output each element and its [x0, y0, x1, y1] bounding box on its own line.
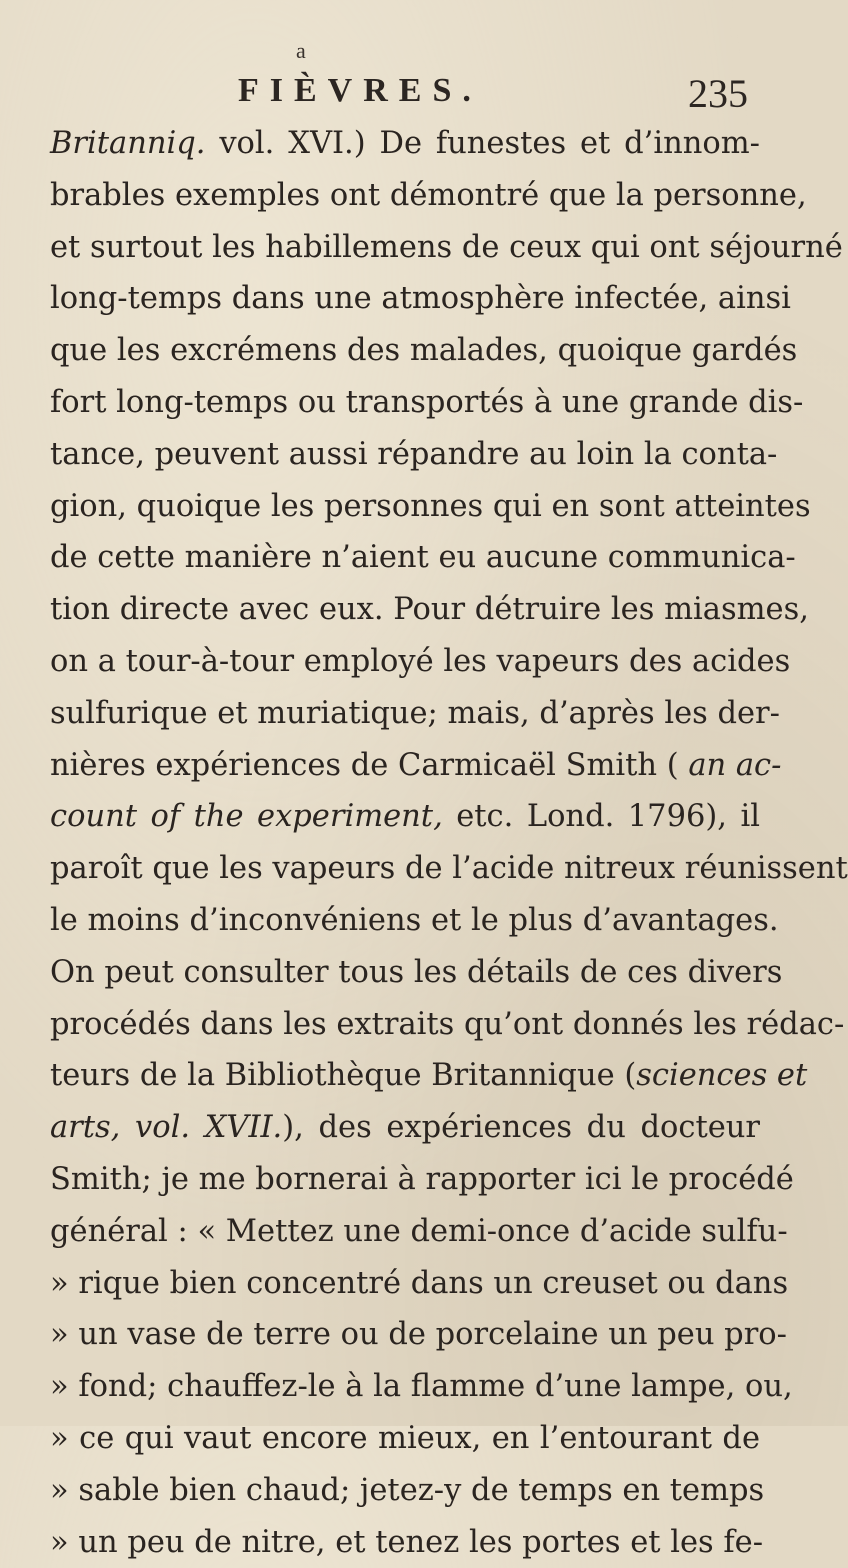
line-text: général : « Mettez une demi-once d’acide sulfu- [50, 1213, 788, 1249]
line-text: gion, quoique les personnes qui en sont atteintes [50, 488, 811, 524]
line-text: Smith; je me bornerai à rapporter ici le procédé [50, 1161, 794, 1197]
line-text: tance, peuvent aussi répandre au loin la conta- [50, 436, 778, 472]
text-line [50, 532, 796, 584]
line-text: nières expériences de Carmicaël Smith ( [50, 747, 679, 783]
text-line [50, 481, 811, 533]
text-line [50, 1517, 764, 1568]
text-line [50, 947, 783, 999]
text-line [50, 1413, 760, 1465]
line-text: fort long-temps ou transportés à une grande dis- [50, 384, 804, 420]
line-text: » fond; chauffez-le à la flamme d’une lampe, ou, [50, 1369, 793, 1405]
line-text: sulfurique et muriatique; mais, d’après les der- [50, 695, 780, 731]
line-text: le moins d’inconvéniens et le plus d’avantages. [50, 902, 779, 938]
line-text: et surtout les habillemens de ceux qui ont séjourné [50, 229, 843, 265]
text-line [50, 1361, 793, 1413]
text-line [50, 688, 780, 740]
line-text: » rique bien concentré dans un creuset ou dans [50, 1265, 789, 1301]
line-text: » un vase de terre ou de porcelaine un peu pro- [50, 1317, 787, 1353]
text-line [50, 895, 779, 947]
text-line [50, 584, 809, 636]
italic-text: Britanniq. [50, 126, 206, 161]
body-text [50, 118, 848, 1568]
text-line [50, 118, 760, 170]
text-line [50, 636, 791, 688]
line-text: que les excrémens des malades, quoique gardés [50, 333, 798, 369]
line-text: » un peu de nitre, et tenez les portes et les fe- [50, 1524, 764, 1560]
text-line [50, 1206, 788, 1258]
line-text: » ce qui vaut encore mieux, en l’entourant de [50, 1420, 760, 1456]
line-text: long-temps dans une atmosphère infectée, ainsi [50, 281, 791, 317]
line-text: tion directe avec eux. Pour détruire les miasmes, [50, 592, 809, 628]
line-text: de cette manière n’aient eu aucune communica- [50, 540, 796, 576]
text-line [50, 843, 848, 895]
text-line [50, 222, 843, 274]
line-text: paroît que les vapeurs de l’acide nitreux réunissent [50, 851, 848, 887]
running-title: FIÈVRES. [238, 72, 482, 109]
line-text: On peut consulter tous les détails de ces divers [50, 954, 783, 990]
text-line [50, 325, 798, 377]
text-line [50, 1258, 789, 1310]
text-line [50, 1465, 765, 1517]
text-line [50, 1102, 760, 1154]
page-number: 235 [688, 71, 748, 116]
text-line [50, 1050, 808, 1102]
line-text: » sable bien chaud; jetez-y de temps en temps [50, 1472, 765, 1508]
italic-text: sciences et [636, 1058, 808, 1094]
text-line [50, 740, 782, 792]
italic-text: arts, vol. XVII. [50, 1110, 283, 1146]
line-text: ), des expériences du docteur [282, 1110, 760, 1146]
text-line [50, 791, 760, 843]
line-text: procédés dans les extraits qu’ont donnés les rédac- [50, 1006, 845, 1042]
line-text: on a tour-à-tour employé les vapeurs des acides [50, 643, 791, 679]
line-text: teurs de la Bibliothèque Britannique ( [50, 1058, 637, 1094]
page-header [0, 72, 800, 122]
line-text: brables exemples ont démontré que la personne, [50, 177, 807, 213]
italic-text: an ac- [678, 747, 782, 783]
italic-text: count of the experiment, [50, 799, 443, 835]
text-line [50, 999, 845, 1051]
text-line [50, 429, 778, 481]
page-speck-mark: a [296, 38, 306, 63]
text-line [50, 1154, 794, 1206]
line-text: vol. XVI.) De funestes et d’innom- [205, 126, 760, 161]
text-line [50, 377, 804, 429]
text-line [50, 170, 807, 222]
text-line [50, 273, 791, 325]
line-text: etc. Lond. 1796), il [442, 799, 760, 835]
text-line [50, 1309, 787, 1361]
